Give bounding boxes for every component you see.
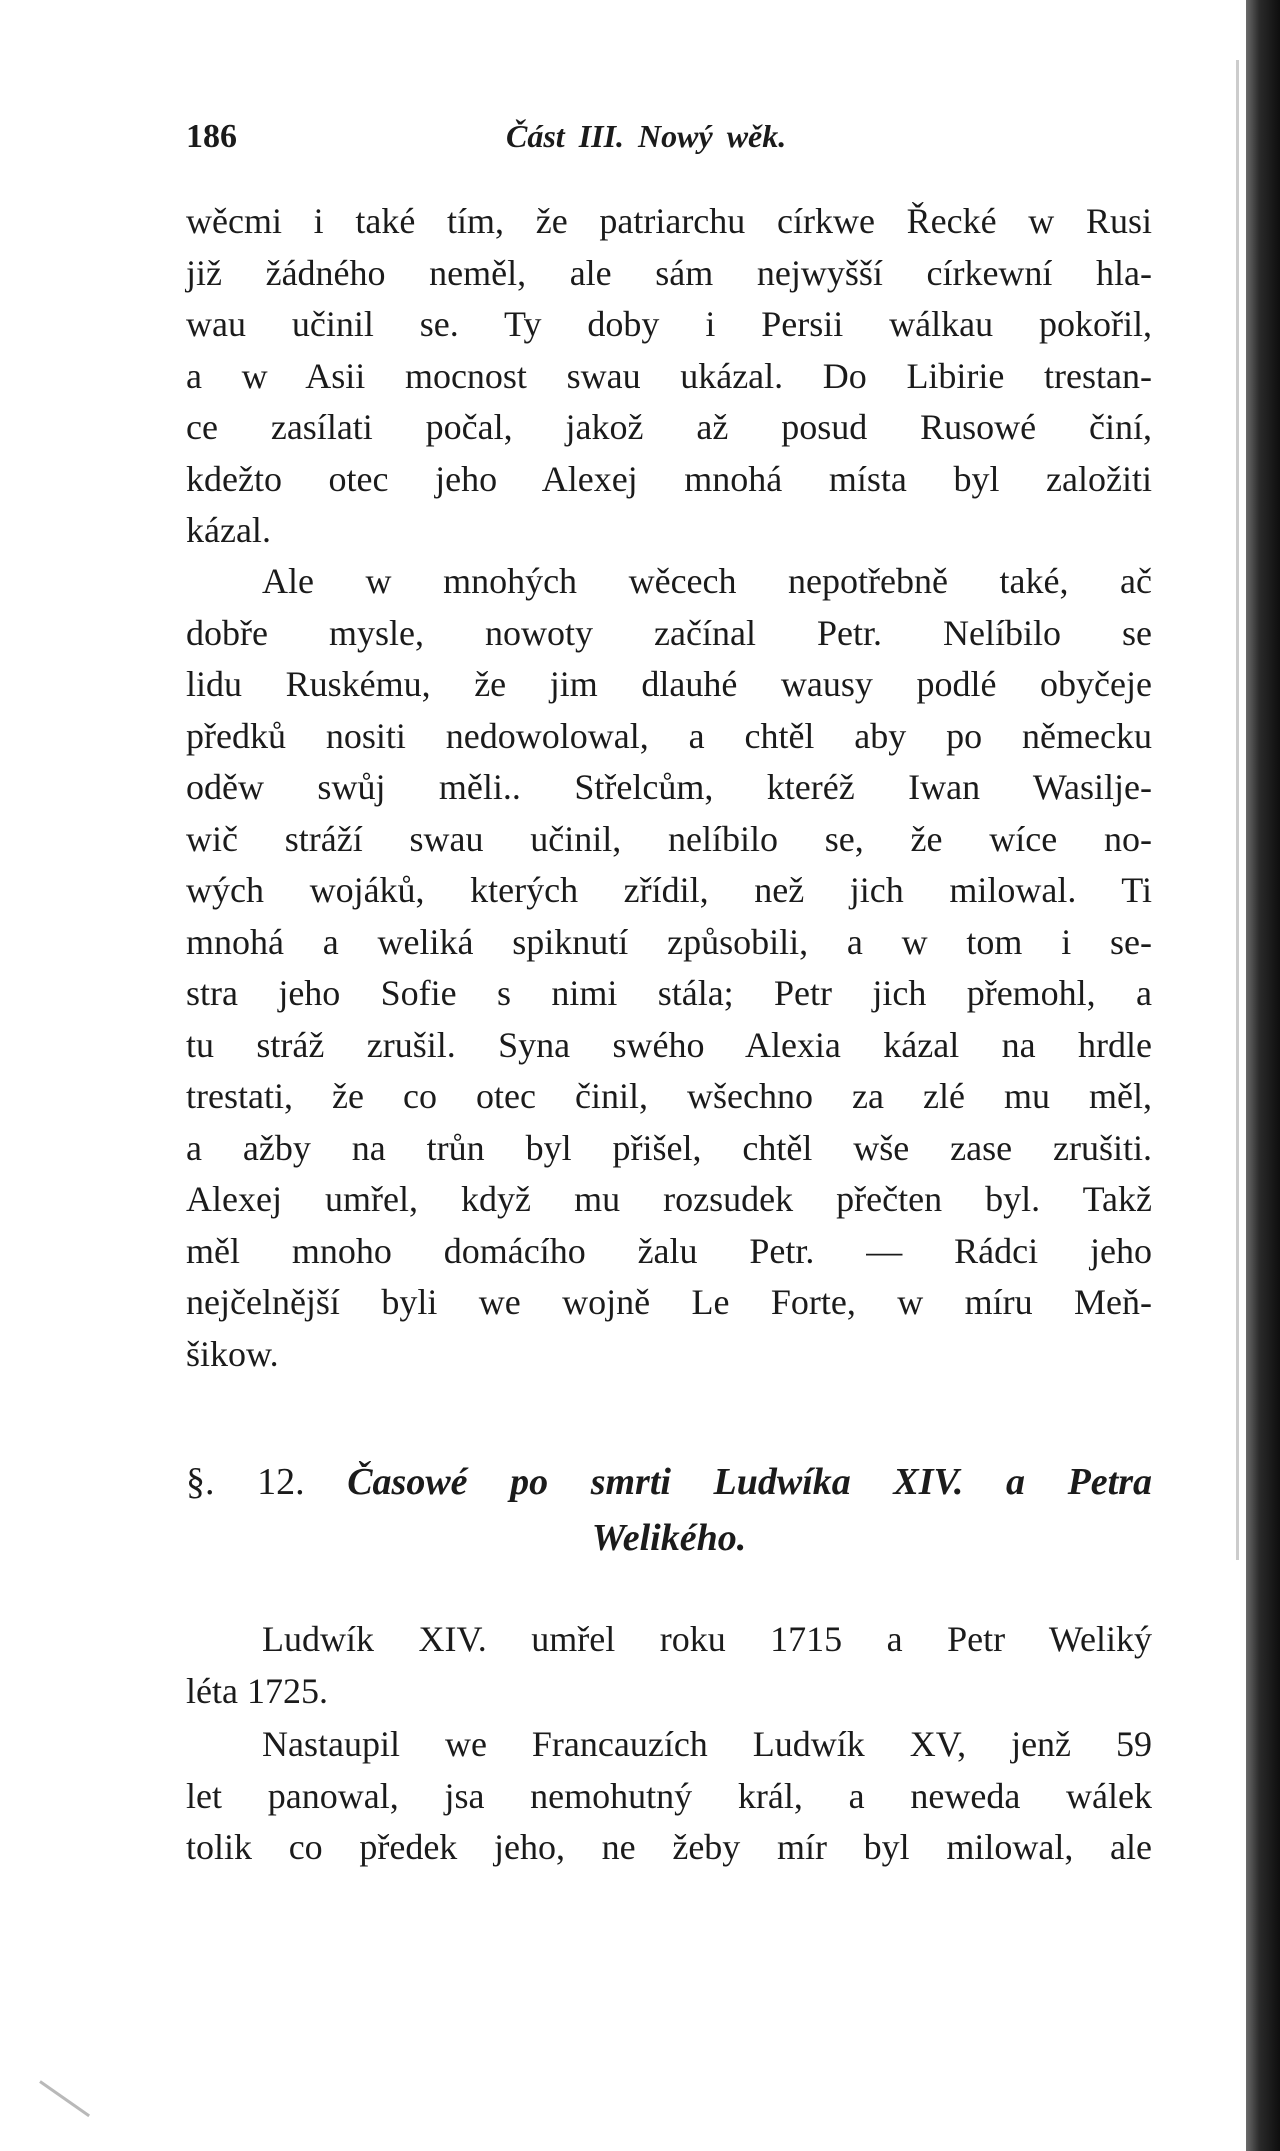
book-binding-edge (1246, 0, 1280, 2151)
paragraph-1 (186, 196, 1152, 557)
section-title-line-2: Welikého. (591, 1517, 747, 1559)
text-line: Alexej umřel, když mu rozsudek přečten byl. Takž (186, 1179, 1152, 1219)
paragraph-3 (186, 1614, 1152, 1717)
text-line: wých wojáků, kterých zřídil, než jich milowal. Ti (186, 870, 1152, 910)
page-corner-mark (39, 2080, 90, 2117)
running-head (186, 118, 1156, 164)
page-number: 186 (186, 118, 237, 155)
text-line: již žádného neměl, ale sám nejwyšší církewní hla- (186, 252, 1152, 293)
text-line: ce zasílati počal, jakož až posud Rusowé činí, (186, 407, 1152, 447)
text-line: kdežto otec jeho Alexej mnohá místa byl založiti (186, 458, 1152, 499)
text-line: tu stráž zrušil. Syna swého Alexia kázal na hrdle (186, 1024, 1152, 1065)
text-line: wěcmi i také tím, že patriarchu církwe Řecké w Rusi (186, 201, 1152, 241)
text-line: wau učinil se. Ty doby i Persii wálkau pokořil, (186, 304, 1152, 344)
section-title-line-1 (186, 1454, 1152, 1510)
text-line: stra jeho Sofie s nimi stála; Petr jich přemohl, a (186, 973, 1152, 1013)
paragraph-4 (186, 1719, 1152, 1874)
text-line: Ale w mnohých wěcech nepotřebně také, ač (262, 561, 1152, 601)
page-edge-line (1236, 60, 1239, 1560)
text-line: měl mnoho domácího žalu Petr. — Rádci jeho (186, 1230, 1152, 1271)
text-line: kázal. (186, 510, 271, 550)
text-line: lidu Ruskému, že jim dlauhé wausy podlé obyčeje (186, 664, 1152, 704)
text-line: oděw swůj měli.. Střelcům, kteréž Iwan Wasilje- (186, 767, 1152, 807)
text-line: léta 1725. (186, 1670, 328, 1711)
running-title: Část III. Nowý wěk. (506, 118, 787, 154)
section-number: §. 12. (186, 1461, 305, 1503)
text-line: let panowal, jsa nemohutný král, a neweda wálek (186, 1775, 1152, 1816)
paragraph-2 (186, 556, 1152, 1380)
text-line: wič stráží swau učinil, nelíbilo se, že wíce no- (186, 818, 1152, 859)
text-line: trestati, že co otec činil, wšechno za zlé mu měl, (186, 1076, 1152, 1116)
text-line: Ludwík XIV. umřel roku 1715 a Petr Weliký (262, 1619, 1152, 1659)
text-line: a ažby na trůn byl přišel, chtěl wše zase zrušiti. (186, 1127, 1152, 1168)
section-title-text: Časowé po smrti Ludwíka XIV. a Petra (347, 1461, 1153, 1503)
text-line: a w Asii mocnost swau ukázal. Do Libirie trestan- (186, 355, 1152, 396)
text-line: šikow. (186, 1333, 279, 1374)
section-heading (186, 1454, 1152, 1566)
text-line: dobře mysle, nowoty začínal Petr. Nelíbilo se (186, 612, 1152, 653)
text-line: nejčelnější byli we wojně Le Forte, w míru Meň- (186, 1282, 1152, 1322)
text-line: tolik co předek jeho, ne žeby mír byl milowal, ale (186, 1827, 1152, 1867)
text-line: Nastaupil we Francauzích Ludwík XV, jenž 59 (262, 1724, 1152, 1764)
text-line: mnohá a weliká spiknutí způsobili, a w tom i se- (186, 921, 1152, 962)
text-line: předků nositi nedowolowal, a chtěl aby po německu (186, 715, 1152, 756)
